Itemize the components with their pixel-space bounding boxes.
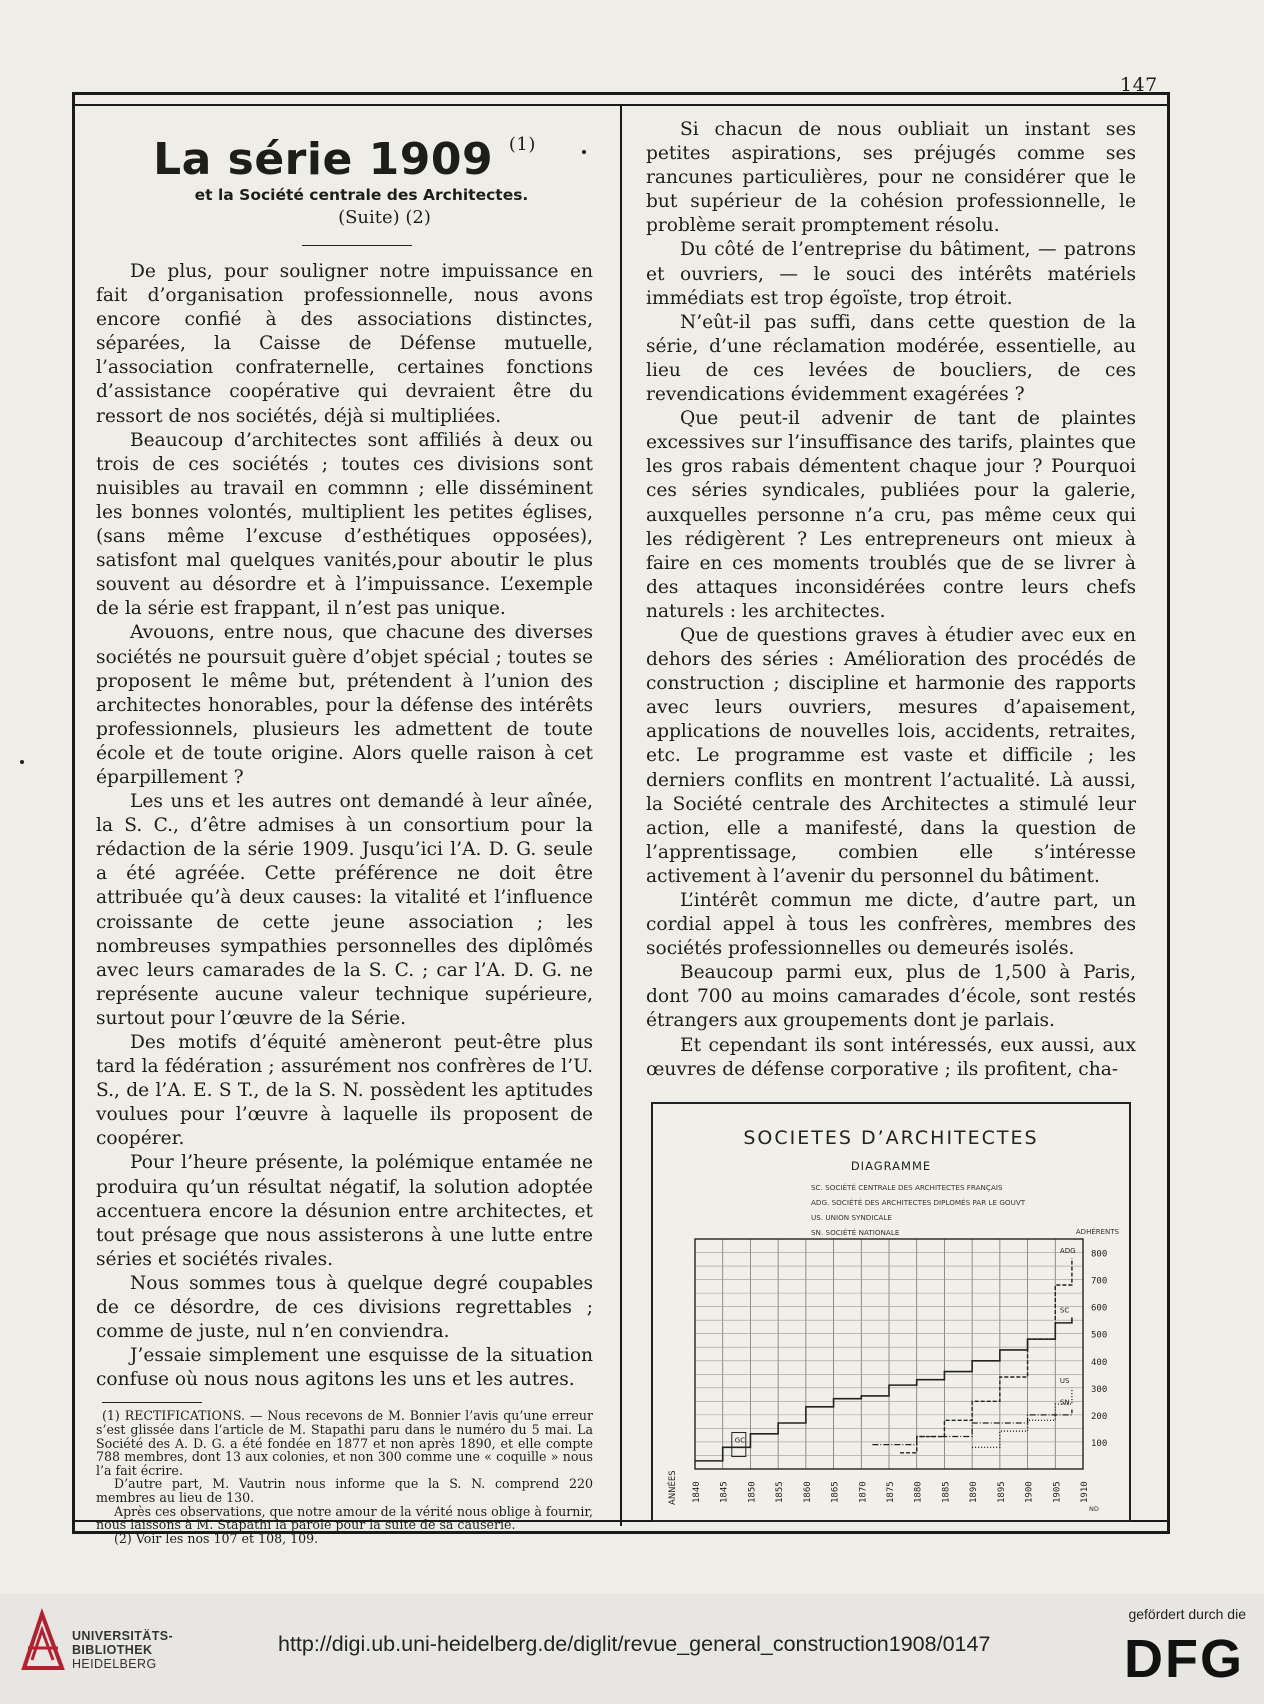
right-column — [646, 118, 1136, 1082]
paragraph: De plus, pour souligner notre impuissance en fait d’organisation professionnelle, nous avons encore confié à des associations distinctes, séparées, la Caisse de Défense mutuelle, l’association confraternelle, certaines fonctions d’assistance coopérative qui devraient être du ressort de nos sociétés, déjà si multipliées. — [96, 261, 593, 427]
chart-x-tick: 1855 — [775, 1481, 786, 1503]
paragraph: Beaucoup parmi eux, plus de 1,500 à Paris, dont 700 au moins camarades d’école, sont restés étrangers aux groupements dont je parlais. — [646, 962, 1136, 1032]
paragraph: Beaucoup d’architectes sont affiliés à deux ou trois de ces sociétés ; toutes ces divisions sont nuisibles au travail en commnn ; elle disséminent les bonnes volontés, multiplient les petites églises, (sans même l’excuse d’esthétiques opposées), satisfont mal quelques vanités,pour aboutir le plus souvent au désordre et à l’impuissance. L’exemple de la série est frappant, il n’est pas unique. — [96, 429, 593, 620]
chart-x-tick: 1875 — [886, 1481, 896, 1503]
chart-x-tick: 1845 — [719, 1481, 730, 1503]
article-title — [96, 120, 593, 185]
dfg-logo[interactable]: DFG — [1124, 1629, 1244, 1689]
footnote: (2) Voir les nos 107 et 108, 109. — [114, 1530, 319, 1546]
university-name-line: HEIDELBERG — [72, 1657, 157, 1671]
paragraph: L’intérêt commun me dicte, d’autre part, un cordial appel à tous les confrères, membres des sociétés professionnelles ou demeurés isolés. — [646, 890, 1136, 960]
chart-y-tick: 400 — [1091, 1357, 1108, 1368]
chart-series-label: SN — [1059, 1398, 1070, 1407]
chart-x-tick: 1870 — [858, 1481, 869, 1503]
right-paragraphs — [646, 118, 1136, 1082]
paragraph: Pour l’heure présente, la polémique entamée ne produira qu’un résultat négatif, la solution adoptée accentuera encore la désunion entre architectes, et tout présage que nous assisterons à une lutte entre séries et sociétés rivales. — [96, 1152, 593, 1270]
chart-x-tick: 1865 — [830, 1481, 841, 1503]
article-title-text: La série 1909 — [153, 134, 494, 185]
chart-x-tick: 1900 — [1024, 1481, 1035, 1503]
paragraph: Des motifs d’équité amèneront peut-être plus tard la fédération ; assurément nos confrères de l’U. S., de l’A. E. S T., de la S. N. possèdent les aptitudes voulues pour l’œuvre à laquelle ils proposent de coopérer. — [96, 1032, 593, 1150]
article-suite: (Suite) (2) — [338, 207, 431, 228]
chart-x-tick: 1880 — [913, 1481, 924, 1503]
chart-series-label: US — [1059, 1376, 1070, 1385]
viewer-footer — [0, 1594, 1264, 1704]
societies-diagram — [651, 1102, 1131, 1522]
paragraph: Si chacun de nous oubliait un instant ses petites aspirations, ses préjugés comme ses rancunes particulières, pour ne considérer que le but supérieur de la cohésion professionnelle, le problème serait promptement résolu. — [646, 119, 1136, 237]
chart-title: SOCIETES D’ARCHITECTES — [743, 1127, 1039, 1149]
chart-y-tick: 300 — [1091, 1384, 1108, 1395]
chart-annotation: GC — [734, 1436, 746, 1445]
chart-series-line — [695, 1317, 1072, 1460]
chart-signature: ND — [1089, 1505, 1099, 1513]
paragraph: N’eût-il pas suffi, dans cette question de la série, d’une réclamation modérée, essentielle, au lieu de ces levées de boucliers, de ces revendications évidemment exagérées ? — [646, 311, 1136, 406]
article-subtitle: et la Société centrale des Architectes. — [194, 186, 529, 204]
footnote: (1) RECTIFICATIONS. — Nous recevons de M. Bonnier l’avis qu’une erreur s’est glissée dans l’article de M. Stapathi paru dans le numéro du 5 mai. La Société des A. D. G. a été fondée en 1877 et non après 1890, et elle compte 788 membres, dont 13 aux colonies, et non 300 comme une « coquille » nous l’a fait écrire. — [96, 1408, 593, 1478]
permalink-url[interactable]: http://digi.ub.uni-heidelberg.de/diglit/revue_general_construction1908/0147 — [278, 1632, 991, 1656]
university-logo-icon[interactable] — [18, 1608, 68, 1674]
paragraph: Que de questions graves à étudier avec eux en dehors des séries : Amélioration des procédés de construction ; discipline et harmonie des rapports avec leurs ouvriers, mesures d’apaisement, applications de nouvelles lois, accidents, retraites, etc. Le programme est vaste et difficile ; les derniers conflits en montrent l’actualité. Là aussi, la Société centrale des Architectes a stimulé leur action, elle a manifesté, dans la question de l’apprentissage, combien elle s’intéresse activement à l’avenir du personnel du bâtiment. — [646, 624, 1136, 887]
chart-x-tick: 1905 — [1052, 1481, 1063, 1503]
paragraph: Avouons, entre nous, que chacune des diverses sociétés ne poursuit guère d’objet spécial ; toutes se proposent le même but, prétendent à l’union des architectes honorables, pour la défense des intérêts professionnels, plusieurs les admettent de toute école et de toute origine. Alors quelle raison à cet éparpillement ? — [96, 622, 593, 788]
paragraph: Que peut-il advenir de tant de plaintes excessives sur l’insuffisance des tarifs, plaintes que les gros rabais démentent chaque jour ? Pourquoi ces séries syndicales, publiées pour la galerie, auxquelles personne n’a cru, pas même ceux qui les rédigèrent ? Les entrepreneurs ont mieux à faire en ces moments troublés que de se livrer à des attaques inconsidérées contre leurs chefs naturels : les architectes. — [646, 408, 1136, 622]
paragraph: Nous sommes tous à quelque degré coupables de ce désordre, de ces divisions regrettables ; comme de juste, nul n’en conviendra. — [96, 1272, 593, 1343]
university-name-line: UNIVERSITÄTS- — [72, 1629, 174, 1643]
chart-legend-entry: ADG. SOCIÉTÉ DES ARCHITECTES DIPLOMÉS PAR LE GOUVT — [811, 1198, 1026, 1207]
chart-x-tick: 1860 — [802, 1481, 813, 1503]
university-name[interactable] — [72, 1629, 173, 1671]
chart-legend-entry: US. UNION SYNDICALE — [811, 1213, 892, 1222]
university-name-line: BIBLIOTHEK — [72, 1643, 153, 1657]
paragraph: Du côté de l’entreprise du bâtiment, — patrons et ouvriers, — le souci des intérêts matériels immédiats est trop égoïste, trop étroit. — [646, 239, 1136, 309]
funder-label: gefördert durch die — [1128, 1606, 1246, 1622]
chart-y-tick: 100 — [1091, 1438, 1108, 1449]
title-rule — [302, 245, 412, 246]
left-paragraphs — [96, 260, 593, 1392]
chart-x-tick: 1910 — [1080, 1481, 1090, 1503]
chart-x-label: ANNÉES — [668, 1470, 678, 1505]
chart-series-line — [972, 1388, 1072, 1448]
chart-y-tick: 800 — [1091, 1249, 1108, 1260]
column-divider — [620, 104, 622, 1526]
chart-legend-entry: SC. SOCIÉTÉ CENTRALE DES ARCHITECTES FRANÇAIS — [811, 1183, 1003, 1192]
page-number: 147 — [1120, 74, 1158, 96]
paragraph: Et cependant ils sont intéressés, eux aussi, aux œuvres de défense corporative ; ils profitent, cha- — [646, 1034, 1136, 1080]
footnotes — [96, 1409, 593, 1545]
chart-series-label: SC — [1059, 1306, 1070, 1315]
chart-x-tick: 1895 — [996, 1481, 1007, 1503]
chart-svg — [653, 1104, 1129, 1520]
chart-x-tick: 1840 — [692, 1481, 702, 1503]
footnote: Après ces observations, que notre amour de la vérité nous oblige à fournir, nous laissons à M. Stapathi la parole pour la suite de sa causerie. — [96, 1503, 593, 1533]
chart-y-tick: 600 — [1091, 1303, 1108, 1314]
chart-series-label: ADG — [1059, 1246, 1076, 1255]
paragraph: Les uns et les autres ont demandé à leur aînée, la S. C., d’être admises à un consortium pour la rédaction de la série 1909. Jusqu’ici l’A. D. G. seule a été agréée. Cette préférence ne doit être attribuée qu’à deux causes: la vitalité et l’influence croissante de cette jeune association ; les nombreuses sympathies personnelles des diplômés avec leurs camarades de la S. C. ; car l’A. D. G. ne représente aucune valeur technique supérieure, surtout pour l’œuvre de la Série. — [96, 791, 593, 1029]
chart-y-tick: 700 — [1091, 1276, 1108, 1287]
chart-subtitle: DIAGRAMME — [850, 1159, 932, 1173]
paragraph: J’essaie simplement une esquisse de la situation confuse où nous nous agitons les uns et les autres. — [96, 1345, 593, 1391]
chart-y-tick: 200 — [1091, 1411, 1108, 1422]
dot-mark — [20, 760, 24, 764]
chart-y-label: ADHÉRENTS — [1075, 1228, 1119, 1236]
chart-x-tick: 1885 — [941, 1481, 952, 1503]
left-column — [96, 118, 593, 1545]
chart-x-tick: 1890 — [969, 1481, 980, 1503]
chart-y-tick: 500 — [1091, 1330, 1108, 1341]
article-title-note: (1) — [508, 134, 536, 155]
footnote-rule — [102, 1402, 202, 1403]
chart-x-tick: 1850 — [747, 1481, 758, 1503]
chart-legend-entry: SN. SOCIÉTÉ NATIONALE — [811, 1228, 900, 1237]
footnote: D’autre part, M. Vautrin nous informe que la S. N. comprend 220 membres au lieu de 130. — [96, 1476, 593, 1505]
